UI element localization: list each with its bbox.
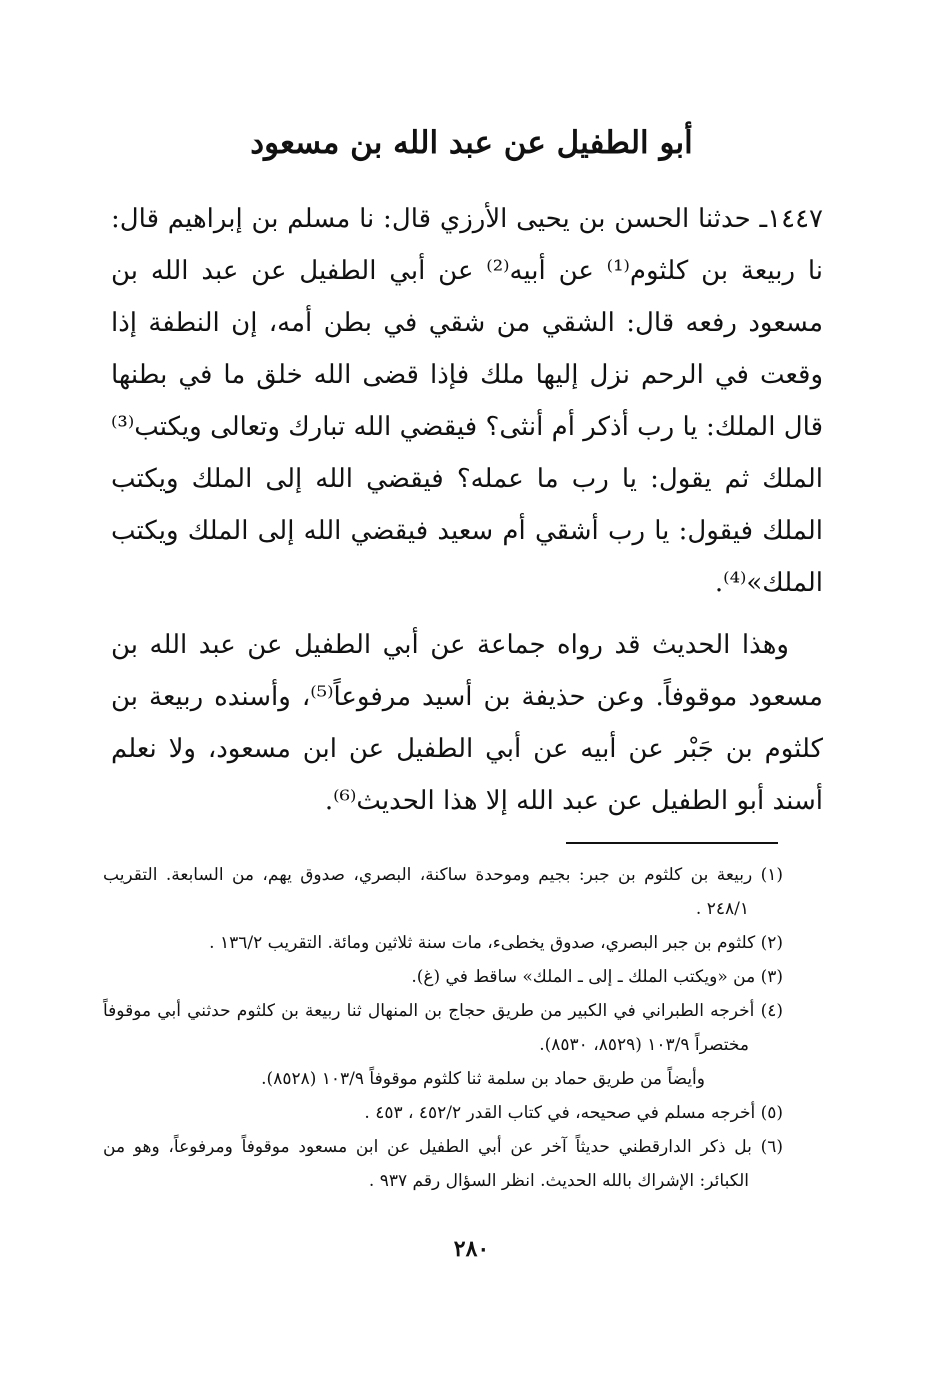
page-title: أبو الطفيل عن عبد الله بن مسعود	[250, 125, 693, 161]
footnote-item: وأيضاً من طريق حماد بن سلمة ثنا كلثوم موقوفاً ١٠٣/٩ (٨٥٢٨).	[261, 1069, 705, 1089]
footnote-item: (٤) أخرجه الطبراني في الكبير من طريق حجاج بن المنهال ثنا ربيعة بن كلثوم حدثني أبي موقوفاً مختصراً ١٠٣/٩ (٨٥٢٩، ٨٥٣٠).	[103, 1001, 783, 1055]
hadith-number: ١٤٤٧	[767, 204, 823, 234]
commentary-paragraph: وهذا الحديث قد رواه جماعة عن أبي الطفيل عن عبد الله بن مسعود موقوفاً. وعن حذيفة بن أسيد مرفوعاً⁽⁵⁾، وأسنده ربيعة بن كلثوم بن جَبْر عن أبيه عن أبي الطفيل عن ابن مسعود، ولا نعلم أسند أبو الطفيل عن عبد الله إلا هذا الحديث⁽⁶⁾.	[111, 630, 823, 816]
page-number: ٢٨٠	[453, 1236, 490, 1262]
footnote-separator	[566, 842, 778, 844]
hadith-paragraph	[111, 193, 823, 609]
footnote-item: (٦) بل ذكر الدارقطني حديثاً آخر عن أبي الطفيل عن ابن مسعود موقوفاً ومرفوعاً، وهو من الكبائر: الإشراك بالله الحديث. انظر السؤال رقم ٩٣٧ .	[103, 1137, 783, 1191]
footnote-item: (٣) من «ويكتب الملك ـ إلى ـ الملك» ساقط في (غ).	[411, 967, 783, 987]
footnote-item: (٥) أخرجه مسلم في صحيحه، في كتاب القدر ٤٥٢/٢ ، ٤٥٣ .	[364, 1103, 783, 1123]
footnote-item: (٢) كلثوم بن جبر البصري، صدوق يخطىء، مات سنة ثلاثين ومائة. التقريب ١٣٦/٢ .	[209, 933, 783, 953]
main-text	[111, 193, 823, 827]
footnote-item: (١) ربيعة بن كلثوم بن جبر: بجيم وموحدة ساكنة، البصري، صدوق يهم، من السابعة. التقريب ٢٤٨/١ .	[103, 865, 783, 919]
footnotes	[103, 858, 783, 1198]
hadith-text: ـ حدثنا الحسن بن يحيى الأرزي قال: نا مسلم بن إبراهيم قال: نا ربيعة بن كلثوم⁽¹⁾ عن أبيه⁽²⁾ عن أبي الطفيل عن عبد الله بن مسعود رفعه قال: الشقي من شقي في بطن أمه، إن النطفة إذا وقعت في الرحم نزل إليها ملك فإذا قضى الله خلق ما في بطنها قال الملك: يا رب أذكر أم أنثى؟ فيقضي الله تبارك وتعالى ويكتب⁽³⁾ الملك ثم يقول: يا رب ما عمله؟ فيقضي الله إلى الملك ويكتب الملك فيقول: يا رب أشقي أم سعيد فيقضي الله إلى الملك ويكتب الملك»⁽⁴⁾.	[111, 204, 823, 598]
